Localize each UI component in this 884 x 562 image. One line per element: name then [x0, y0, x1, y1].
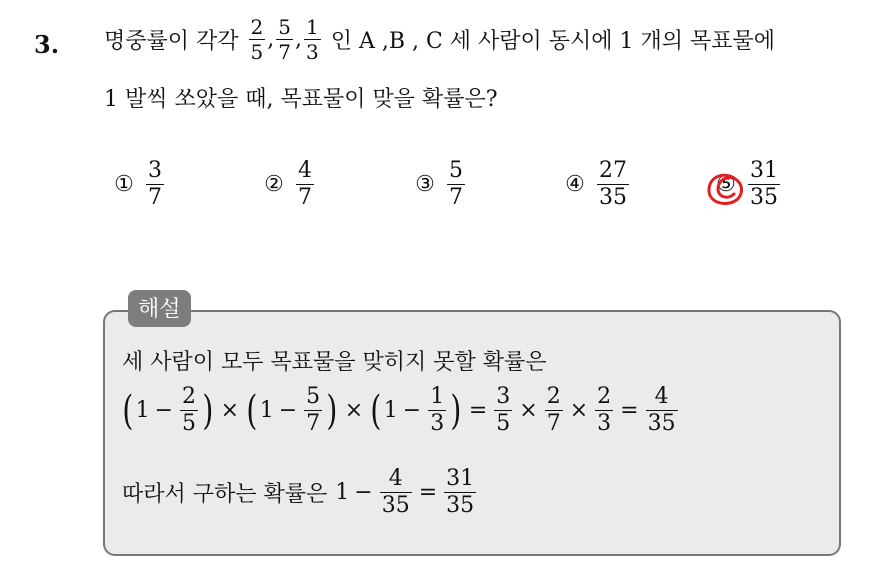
- answer-choices: [0, 160, 884, 220]
- times-sign: ×: [344, 398, 364, 423]
- choice-fraction: [296, 160, 314, 209]
- choice-den: 35: [750, 185, 778, 210]
- fraction-den: 7: [306, 411, 321, 436]
- choice-den: 7: [449, 185, 463, 210]
- choice-den: 35: [599, 185, 627, 210]
- fraction: [646, 386, 678, 435]
- fraction: [304, 386, 322, 435]
- fraction-c-num: 1: [305, 15, 319, 39]
- choice-fraction: [597, 160, 629, 209]
- choice-marker: ④: [565, 172, 585, 197]
- fraction-num: 2: [597, 384, 612, 409]
- choice-1[interactable]: [112, 160, 166, 209]
- minus-sign: −: [402, 398, 422, 423]
- solution-line-3: [122, 468, 478, 517]
- fraction: [545, 386, 563, 435]
- fraction-b-den: 7: [278, 40, 291, 64]
- fraction-a-den: 5: [250, 40, 264, 64]
- left-paren: (: [370, 387, 382, 434]
- fraction-den: 7: [546, 411, 561, 436]
- fraction-den: 35: [381, 493, 410, 518]
- choice-den: 7: [148, 185, 162, 210]
- one: 1: [135, 398, 150, 423]
- fraction-den: 5: [496, 411, 511, 436]
- fraction: [494, 386, 512, 435]
- fraction-num: 2: [182, 384, 197, 409]
- fraction: [380, 468, 412, 517]
- times-sign: ×: [220, 398, 240, 423]
- choice-marker: ⑤: [716, 172, 736, 197]
- solution-equation: [120, 386, 680, 435]
- fraction-den: 35: [446, 493, 475, 518]
- question-suffix: 인 A ,B , C 세 사람이 동시에 1 개의 목표물에: [330, 29, 776, 54]
- choice-num: 27: [599, 158, 627, 183]
- one: 1: [383, 398, 398, 423]
- comma: ,: [294, 27, 302, 52]
- equals-sign: =: [620, 398, 639, 423]
- problem-number: 3.: [34, 30, 60, 59]
- choice-fraction: [748, 160, 780, 209]
- fraction: [180, 386, 198, 435]
- conclusion-text: 따라서 구하는 확률은: [122, 482, 328, 507]
- question-line-2: 1 발씩 쏘았을 때, 목표물이 맞을 확률은?: [104, 87, 498, 112]
- choice-num: 5: [449, 158, 463, 183]
- choice-5[interactable]: [714, 160, 782, 209]
- choice-fraction: [447, 160, 465, 209]
- question-prefix: 명중률이 각각: [104, 29, 239, 54]
- choice-marker: ①: [114, 172, 134, 197]
- fraction: [428, 386, 446, 435]
- times-sign: ×: [569, 398, 589, 423]
- left-paren: (: [246, 387, 258, 434]
- fraction-den: 3: [597, 411, 612, 436]
- fraction-c-den: 3: [305, 40, 319, 64]
- minus-sign: −: [154, 398, 174, 423]
- fraction-b-num: 5: [278, 15, 291, 39]
- fraction-den: 35: [647, 411, 676, 436]
- fraction-c: [304, 17, 321, 62]
- fraction-num: 3: [496, 384, 511, 409]
- choice-4[interactable]: [563, 160, 631, 209]
- choice-fraction: [146, 160, 164, 209]
- right-paren: ): [450, 387, 462, 434]
- answer-fraction: [444, 468, 476, 517]
- choice-marker: ②: [264, 172, 284, 197]
- equals-sign: =: [418, 480, 438, 505]
- fraction: [595, 386, 613, 435]
- question-line-1: [104, 17, 775, 62]
- times-sign: ×: [519, 398, 538, 423]
- left-paren: (: [122, 387, 134, 434]
- one: 1: [259, 398, 274, 423]
- choice-num: 3: [148, 158, 162, 183]
- fraction-den: 5: [182, 411, 197, 436]
- fraction-num: 5: [306, 384, 321, 409]
- fraction-a-num: 2: [250, 15, 264, 39]
- fraction-num: 4: [654, 384, 669, 409]
- fraction-den: 3: [430, 411, 445, 436]
- one: 1: [335, 480, 350, 505]
- fraction-num: 2: [546, 384, 561, 409]
- choice-3[interactable]: [413, 160, 467, 209]
- minus-sign: −: [354, 480, 373, 505]
- right-paren: ): [326, 387, 338, 434]
- choice-2[interactable]: [262, 160, 316, 209]
- selected-circle-annotation-icon: [706, 172, 746, 208]
- fraction-num: 4: [388, 466, 403, 491]
- choice-den: 7: [298, 185, 312, 210]
- minus-sign: −: [278, 398, 298, 423]
- solution-tag: 해설: [128, 290, 191, 327]
- equals-sign: =: [468, 398, 488, 423]
- fraction-num: 1: [430, 384, 445, 409]
- comma: ,: [267, 27, 275, 52]
- fraction-b: [276, 17, 293, 62]
- solution-line-1: 세 사람이 모두 목표물을 맞히지 못할 확률은: [122, 350, 547, 375]
- choice-marker: ③: [415, 172, 435, 197]
- choice-num: 4: [298, 158, 312, 183]
- fraction-a: [249, 17, 266, 62]
- right-paren: ): [202, 387, 214, 434]
- fraction-num: 31: [446, 466, 475, 491]
- choice-num: 31: [750, 158, 778, 183]
